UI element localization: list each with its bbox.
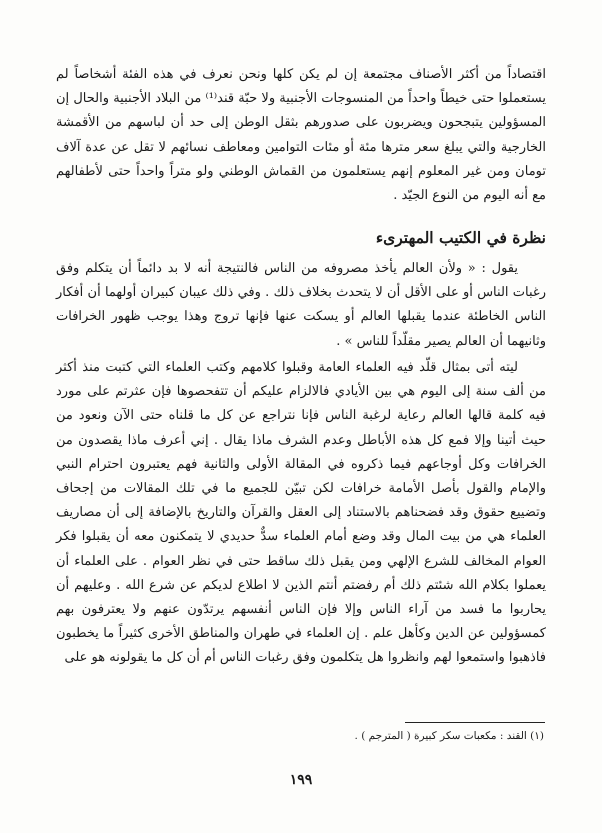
paragraph-response: ليته أتى بمثال قلّد فيه العلماء العامة وقبلوا كلامهم وكتب العلماء التي كتبت منذ أكثر من ألف سنة إلى اليوم هي بين الأيادي فالالزام عليكم أن تتفحصوها فإن عثرتم على مورد فيه كلمة قالها العالم رعاية لرغبة الناس فإنا نتراجع عن كل ما قلناه حتى الآن ونعود من حيث أتينا وإلا فمع كل هذه الأباطل وعدم الشرف ماذا يقال . إني أعرف ماذا يقصدون من الخرافات وكل أوجاعهم فيما ذكروه في المقالة الأولى والثانية فهم يعتبرون احترام النبي والإمام والقول بأصل الأمامة خرافات لكن تبيّن للجميع ما في تلك المقالات من إجحاف وتضييع حقوق وقد فضحناهم بالاستناد إلى العقل والقرآن والتاريخ بالإضافة إلى أن مصاريف العلماء هي من بيت المال وقد وضع أمام العلماء سدٌّ حديدي لا يتمكنون معه أن يقبلوا فكر العوام المخالف للشرع الإلهي ومن يقبل ذلك ساقط حتى في نظر العوام . على العلماء أن يعملوا بكلام الله شئتم ذلك أم رفضتم أنتم الذين لا اطلاع لديكم عن شرع الله . وعليهم أن يحاربوا ما فسد من آراء الناس وإلا فإن الناس أنفسهم يرتدّون عنهم ولا يعترفون بهم كمسؤولين عن الدين وكأهل علم . إن العلماء في طهران والمناطق الأخرى كثيراً ما يخطبون فاذهبوا واستمعوا لهم وانظروا هل يتكلمون وفق رغبات الناس أم أن كل ما يقولونه هو على: [56, 360, 546, 666]
paragraph-quote: يقول : « ولأن العالم يأخذ مصروفه من الناس فالنتيجة أنه لا بد دائماً أن يتكلم وفق رغبات الناس أو على الأقل أن لا يتحدث بخلاف ذلك . وفي ذلك عيبان كبيران أولهما أن أفكار الناس الخاطئة عندما يقبلها العالم أو يسكت عنها فإنها تروج وهذا يوجب ظهور الخرافات وثانيهما أن العالم يصير مقلّداً للناس » .: [56, 261, 546, 349]
section-heading: نظرة في الكتيب المهترىء: [375, 228, 546, 247]
paragraph-economy: اقتصاداً من أكثر الأصناف مجتمعة إن لم يكن كلها ونحن نعرف في هذه الفئة أشخاصاً لم يستعملوا حتى خيطاً واحداً من المنسوجات الأجنبية ولا حبّة قند⁽¹⁾ من البلاد الأجنبية والحال إن المسؤولين يتبجحون ويضربون على صدورهم بثقل الوطن إلى حد أن لباسهم من الأقمشة الخارجية والتي يبلغ سعر مترها مئة أو مئات التوامين ومعاطف نسائهم لا تقل عن عدة آلاف تومان ومن غير المعلوم إنهم يستعلمون من القماش الوطني ولو متراً واحداً حتى لأطفالهم مع أنه اليوم من النوع الجيّد .: [56, 67, 546, 204]
footnote-divider: [405, 722, 545, 723]
page-number: ١٩٩: [289, 772, 313, 788]
footnote: (١) القند : مكعبات سكر كبيرة ( المترجم ) .: [354, 730, 544, 742]
